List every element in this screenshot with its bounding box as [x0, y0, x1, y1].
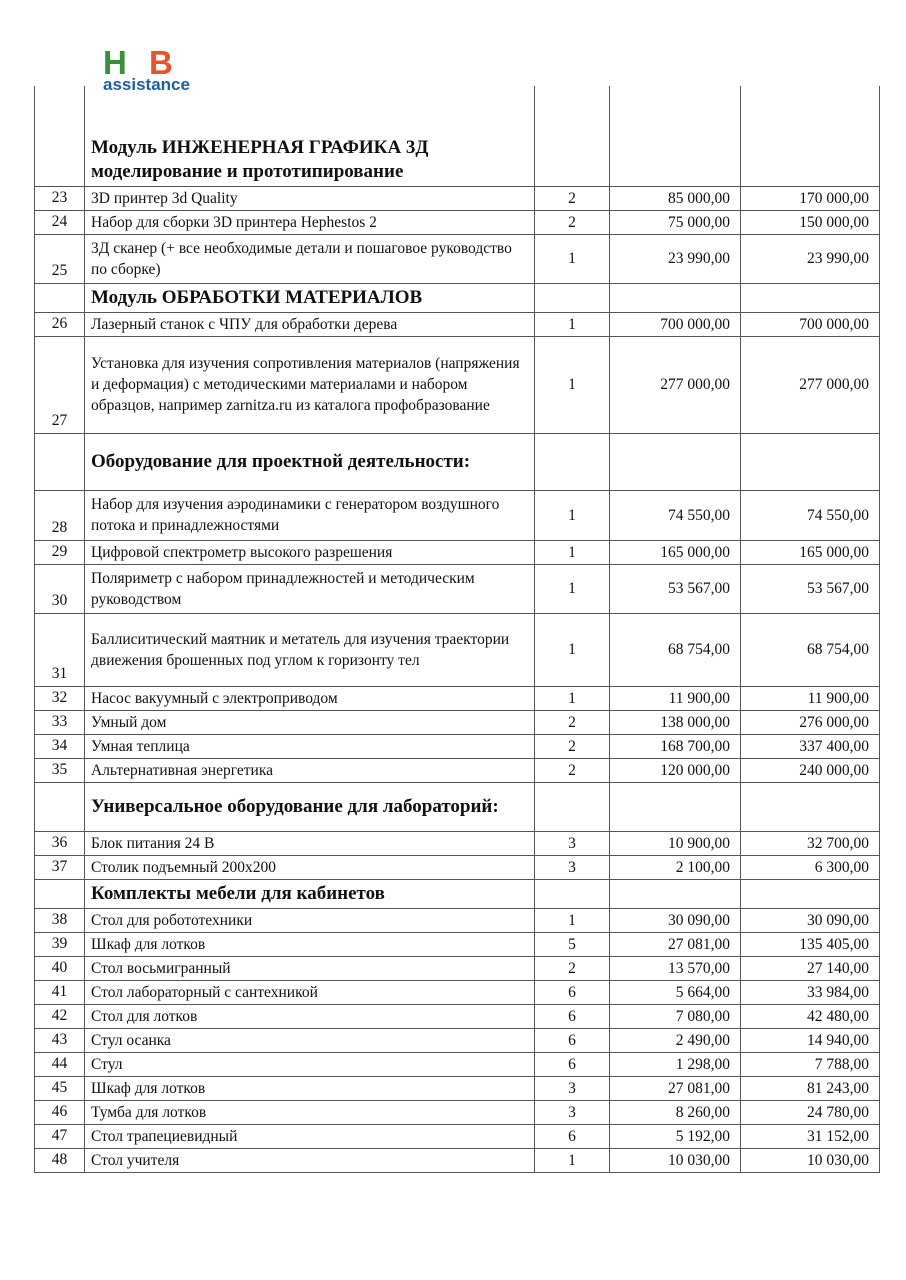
row-number: 28	[35, 490, 85, 540]
item-price: 68 754,00	[610, 613, 741, 686]
logo-letter-b: B	[149, 44, 172, 81]
item-quantity: 3	[535, 855, 610, 879]
item-name: Цифровой спектрометр высокого разрешения	[85, 540, 535, 564]
item-quantity: 6	[535, 1124, 610, 1148]
item-quantity: 3	[535, 1100, 610, 1124]
section-title: Универсальное оборудование для лабораторий:	[85, 782, 535, 831]
row-number: 36	[35, 831, 85, 855]
item-quantity: 6	[535, 1052, 610, 1076]
table-row	[35, 312, 880, 336]
item-price: 2 100,00	[610, 855, 741, 879]
item-name: Стол лабораторный с сантехникой	[85, 980, 535, 1004]
item-name: Установка для изучения сопротивления материалов (напряжения и деформация) с методическими материалами и набором образцов, например zarnitza.ru из каталога профобразование	[85, 336, 535, 433]
item-quantity	[535, 86, 610, 186]
item-total: 32 700,00	[741, 831, 880, 855]
item-quantity: 1	[535, 312, 610, 336]
item-name: Стул	[85, 1052, 535, 1076]
item-price: 85 000,00	[610, 186, 741, 210]
table-row	[35, 1100, 880, 1124]
row-number: 29	[35, 540, 85, 564]
item-quantity: 3	[535, 831, 610, 855]
table-row	[35, 1076, 880, 1100]
item-total: 165 000,00	[741, 540, 880, 564]
item-name: Столик подъемный 200х200	[85, 855, 535, 879]
item-total: 74 550,00	[741, 490, 880, 540]
section-header-row	[35, 879, 880, 908]
item-price: 10 030,00	[610, 1148, 741, 1172]
table-row	[35, 956, 880, 980]
item-total: 7 788,00	[741, 1052, 880, 1076]
item-price: 1 298,00	[610, 1052, 741, 1076]
item-quantity: 3	[535, 1076, 610, 1100]
item-price	[610, 86, 741, 186]
item-price: 75 000,00	[610, 210, 741, 234]
row-number: 30	[35, 564, 85, 613]
row-number: 31	[35, 613, 85, 686]
table-row	[35, 734, 880, 758]
item-quantity: 1	[535, 908, 610, 932]
item-price: 11 900,00	[610, 686, 741, 710]
item-total	[741, 879, 880, 908]
item-name: Насос вакуумный с электроприводом	[85, 686, 535, 710]
row-number: 24	[35, 210, 85, 234]
item-total: 6 300,00	[741, 855, 880, 879]
item-name: Баллиситический маятник и метатель для изучения траектории двиежения брошенных под углом к горизонту тел	[85, 613, 535, 686]
table-row	[35, 980, 880, 1004]
item-quantity: 1	[535, 1148, 610, 1172]
item-quantity: 2	[535, 710, 610, 734]
item-name: Набор для сборки 3D принтера Hephestos 2	[85, 210, 535, 234]
item-quantity	[535, 782, 610, 831]
item-total: 42 480,00	[741, 1004, 880, 1028]
item-quantity: 2	[535, 956, 610, 980]
section-title: Оборудование для проектной деятельности:	[85, 433, 535, 490]
item-quantity	[535, 283, 610, 312]
item-price: 700 000,00	[610, 312, 741, 336]
row-number: 34	[35, 734, 85, 758]
item-price: 53 567,00	[610, 564, 741, 613]
item-name: Тумба для лотков	[85, 1100, 535, 1124]
item-quantity: 2	[535, 758, 610, 782]
row-number: 25	[35, 234, 85, 283]
item-total: 27 140,00	[741, 956, 880, 980]
item-quantity	[535, 879, 610, 908]
item-name: Поляриметр с набором принадлежностей и методическим руководством	[85, 564, 535, 613]
table-row	[35, 932, 880, 956]
row-number	[35, 86, 85, 186]
row-number: 23	[35, 186, 85, 210]
item-quantity: 6	[535, 1004, 610, 1028]
row-number: 33	[35, 710, 85, 734]
item-total: 700 000,00	[741, 312, 880, 336]
item-price	[610, 283, 741, 312]
item-total: 10 030,00	[741, 1148, 880, 1172]
item-name: Стол учителя	[85, 1148, 535, 1172]
row-number: 48	[35, 1148, 85, 1172]
item-total: 277 000,00	[741, 336, 880, 433]
item-price: 27 081,00	[610, 932, 741, 956]
item-total: 33 984,00	[741, 980, 880, 1004]
item-price: 277 000,00	[610, 336, 741, 433]
item-price	[610, 433, 741, 490]
item-name: Стол для робототехники	[85, 908, 535, 932]
row-number	[35, 433, 85, 490]
item-name: Стол восьмигранный	[85, 956, 535, 980]
item-quantity: 1	[535, 613, 610, 686]
table-row	[35, 210, 880, 234]
item-total: 276 000,00	[741, 710, 880, 734]
table-row	[35, 908, 880, 932]
row-number: 39	[35, 932, 85, 956]
item-name: Умная теплица	[85, 734, 535, 758]
table-row	[35, 1124, 880, 1148]
row-number: 45	[35, 1076, 85, 1100]
item-quantity: 1	[535, 686, 610, 710]
table-row	[35, 686, 880, 710]
logo-letter-h: H	[103, 44, 126, 81]
item-price: 5 664,00	[610, 980, 741, 1004]
item-quantity: 6	[535, 980, 610, 1004]
row-number: 27	[35, 336, 85, 433]
item-price: 74 550,00	[610, 490, 741, 540]
item-name: Блок питания 24 В	[85, 831, 535, 855]
section-title: Комплекты мебели для кабинетов	[85, 879, 535, 908]
item-name: Набор для изучения аэродинамики с генератором воздушного потока и принадлежностями	[85, 490, 535, 540]
row-number: 46	[35, 1100, 85, 1124]
section-header-row	[35, 86, 880, 186]
table-row	[35, 710, 880, 734]
row-number: 44	[35, 1052, 85, 1076]
equipment-table	[34, 86, 880, 1173]
item-name: Лазерный станок с ЧПУ для обработки дерева	[85, 312, 535, 336]
item-price: 23 990,00	[610, 234, 741, 283]
row-number: 26	[35, 312, 85, 336]
section-header-row	[35, 283, 880, 312]
row-number: 32	[35, 686, 85, 710]
item-total: 150 000,00	[741, 210, 880, 234]
item-quantity: 1	[535, 234, 610, 283]
item-total: 170 000,00	[741, 186, 880, 210]
item-quantity: 1	[535, 564, 610, 613]
logo-mark	[103, 44, 203, 81]
table-row	[35, 1052, 880, 1076]
item-price: 165 000,00	[610, 540, 741, 564]
item-price: 7 080,00	[610, 1004, 741, 1028]
item-total: 53 567,00	[741, 564, 880, 613]
table-row	[35, 490, 880, 540]
table-body	[35, 86, 880, 1172]
logo-text: assistance	[103, 75, 190, 94]
item-total: 24 780,00	[741, 1100, 880, 1124]
item-total: 30 090,00	[741, 908, 880, 932]
row-number: 37	[35, 855, 85, 879]
item-price: 10 900,00	[610, 831, 741, 855]
item-price: 168 700,00	[610, 734, 741, 758]
table-row	[35, 564, 880, 613]
item-name: Стул осанка	[85, 1028, 535, 1052]
table-row	[35, 613, 880, 686]
table-row	[35, 831, 880, 855]
item-quantity: 1	[535, 540, 610, 564]
item-name: Альтернативная энергетика	[85, 758, 535, 782]
section-title: Модуль ОБРАБОТКИ МАТЕРИАЛОВ	[85, 283, 535, 312]
item-name: 3Д сканер (+ все необходимые детали и пошаговое руководство по сборке)	[85, 234, 535, 283]
row-number	[35, 879, 85, 908]
item-quantity: 6	[535, 1028, 610, 1052]
item-total: 337 400,00	[741, 734, 880, 758]
section-title: Модуль ИНЖЕНЕРНАЯ ГРАФИКА 3Д моделирование и прототипирование	[85, 86, 535, 186]
item-quantity: 5	[535, 932, 610, 956]
table-row	[35, 1148, 880, 1172]
section-header-row	[35, 782, 880, 831]
item-price: 8 260,00	[610, 1100, 741, 1124]
table-row	[35, 234, 880, 283]
row-number: 42	[35, 1004, 85, 1028]
item-quantity: 2	[535, 186, 610, 210]
item-price: 5 192,00	[610, 1124, 741, 1148]
item-quantity	[535, 433, 610, 490]
row-number	[35, 283, 85, 312]
item-price: 138 000,00	[610, 710, 741, 734]
item-total: 135 405,00	[741, 932, 880, 956]
row-number: 43	[35, 1028, 85, 1052]
item-total: 14 940,00	[741, 1028, 880, 1052]
item-total	[741, 86, 880, 186]
item-quantity: 1	[535, 336, 610, 433]
item-total: 240 000,00	[741, 758, 880, 782]
item-name: Шкаф для лотков	[85, 1076, 535, 1100]
table-row	[35, 1028, 880, 1052]
table-row	[35, 540, 880, 564]
item-quantity: 1	[535, 490, 610, 540]
item-price: 27 081,00	[610, 1076, 741, 1100]
item-price: 13 570,00	[610, 956, 741, 980]
row-number: 35	[35, 758, 85, 782]
row-number: 38	[35, 908, 85, 932]
item-total	[741, 782, 880, 831]
item-total	[741, 283, 880, 312]
table-row	[35, 336, 880, 433]
item-total: 68 754,00	[741, 613, 880, 686]
item-total: 11 900,00	[741, 686, 880, 710]
item-price	[610, 879, 741, 908]
item-price	[610, 782, 741, 831]
row-number: 47	[35, 1124, 85, 1148]
item-name: Умный дом	[85, 710, 535, 734]
section-header-row	[35, 433, 880, 490]
item-name: Шкаф для лотков	[85, 932, 535, 956]
item-price: 120 000,00	[610, 758, 741, 782]
table-row	[35, 758, 880, 782]
item-total	[741, 433, 880, 490]
item-name: 3D принтер 3d Quality	[85, 186, 535, 210]
table-row	[35, 1004, 880, 1028]
table-row	[35, 186, 880, 210]
table-row	[35, 855, 880, 879]
item-name: Стол для лотков	[85, 1004, 535, 1028]
item-price: 2 490,00	[610, 1028, 741, 1052]
item-quantity: 2	[535, 210, 610, 234]
row-number: 41	[35, 980, 85, 1004]
item-total: 23 990,00	[741, 234, 880, 283]
item-total: 81 243,00	[741, 1076, 880, 1100]
item-total: 31 152,00	[741, 1124, 880, 1148]
item-quantity: 2	[535, 734, 610, 758]
row-number	[35, 782, 85, 831]
item-name: Стол трапециевидный	[85, 1124, 535, 1148]
item-price: 30 090,00	[610, 908, 741, 932]
row-number: 40	[35, 956, 85, 980]
